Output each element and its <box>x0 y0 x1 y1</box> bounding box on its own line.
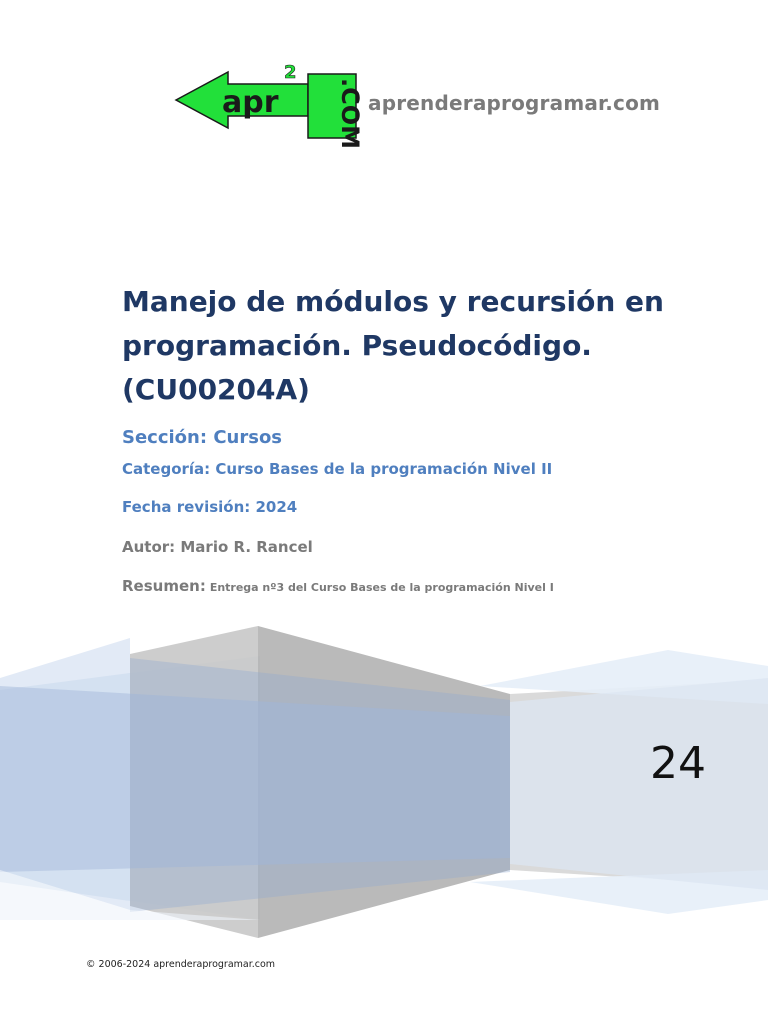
summary-text: Entrega nº3 del Curso Bases de la programación Nivel I <box>209 581 554 594</box>
revision-date: Fecha revisión: 2024 <box>122 498 298 516</box>
author-label: Autor: Mario R. Rancel <box>122 538 313 556</box>
aprenderaprogramar-logo <box>176 58 364 150</box>
copyright: © 2006-2024 aprenderaprogramar.com <box>86 959 276 970</box>
svg-text:.COM: .COM <box>336 78 364 150</box>
svg-text:apr: apr <box>222 85 279 120</box>
svg-text:2: 2 <box>284 62 297 83</box>
summary <box>122 577 554 595</box>
section-label: Sección: Cursos <box>122 427 283 448</box>
category-label: Categoría: Curso Bases de la programación Nivel II <box>122 460 553 478</box>
summary-label: Resumen: <box>122 577 206 595</box>
site-name: aprenderaprogramar.com <box>368 91 661 115</box>
document-title: Manejo de módulos y recursión en programación. Pseudocódigo. (CU00204A) <box>122 285 664 406</box>
page-number: 24 <box>650 738 706 789</box>
